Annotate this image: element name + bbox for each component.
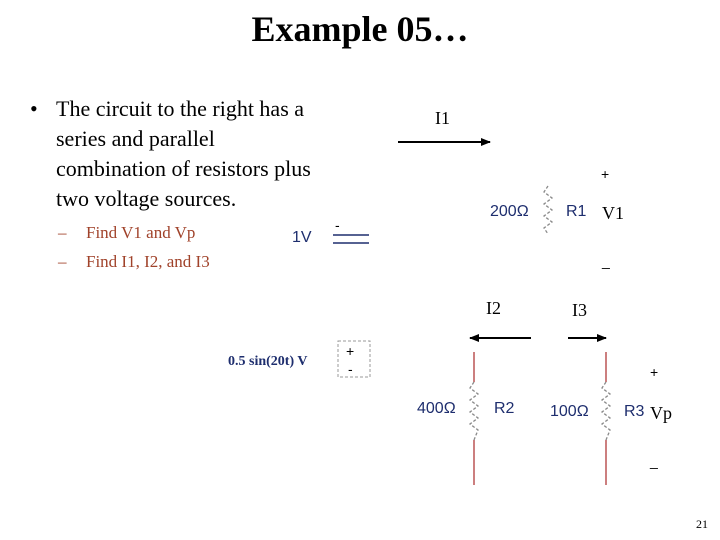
- vp-label: Vp: [650, 403, 672, 423]
- bullet-dot: •: [30, 96, 38, 121]
- r2-name: R2: [494, 400, 515, 417]
- r3-name: R3: [624, 403, 645, 420]
- i3-label: I3: [572, 300, 587, 320]
- v1-minus: _: [602, 253, 610, 269]
- r3-value: 100Ω: [550, 403, 589, 420]
- page-number: 21: [696, 517, 708, 531]
- i2-label: I2: [486, 298, 501, 318]
- r2-value: 400Ω: [417, 400, 456, 417]
- slide-title: Example 05…: [251, 9, 469, 49]
- ac-source-label: 0.5 sin(20t) V: [228, 354, 308, 369]
- ac-source-minus: -: [348, 361, 353, 377]
- r1-name: R1: [566, 203, 587, 220]
- dc-source-value: 1V: [292, 229, 312, 246]
- sub-bullet-2-text: Find I1, I2, and I3: [86, 252, 210, 271]
- dc-source-minus: -: [335, 217, 340, 233]
- r3-resistor: [602, 382, 610, 440]
- sub-bullet-dash: –: [58, 223, 67, 242]
- sub-bullet-1-text: Find V1 and Vp: [86, 223, 196, 242]
- r1-resistor: [544, 186, 552, 234]
- i1-label: I1: [435, 108, 450, 128]
- r1-value: 200Ω: [490, 203, 529, 220]
- v1-label: V1: [602, 203, 624, 223]
- sub-bullet-dash: –: [58, 252, 67, 271]
- r2-resistor: [470, 382, 478, 440]
- vp-minus: _: [650, 453, 658, 469]
- vp-plus: +: [650, 364, 659, 380]
- v1-plus: +: [601, 166, 610, 182]
- ac-source-plus: +: [346, 343, 355, 359]
- bullet-main-text: The circuit to the right has a series and parallel combination of resistors plus two voltage sources.: [56, 96, 311, 211]
